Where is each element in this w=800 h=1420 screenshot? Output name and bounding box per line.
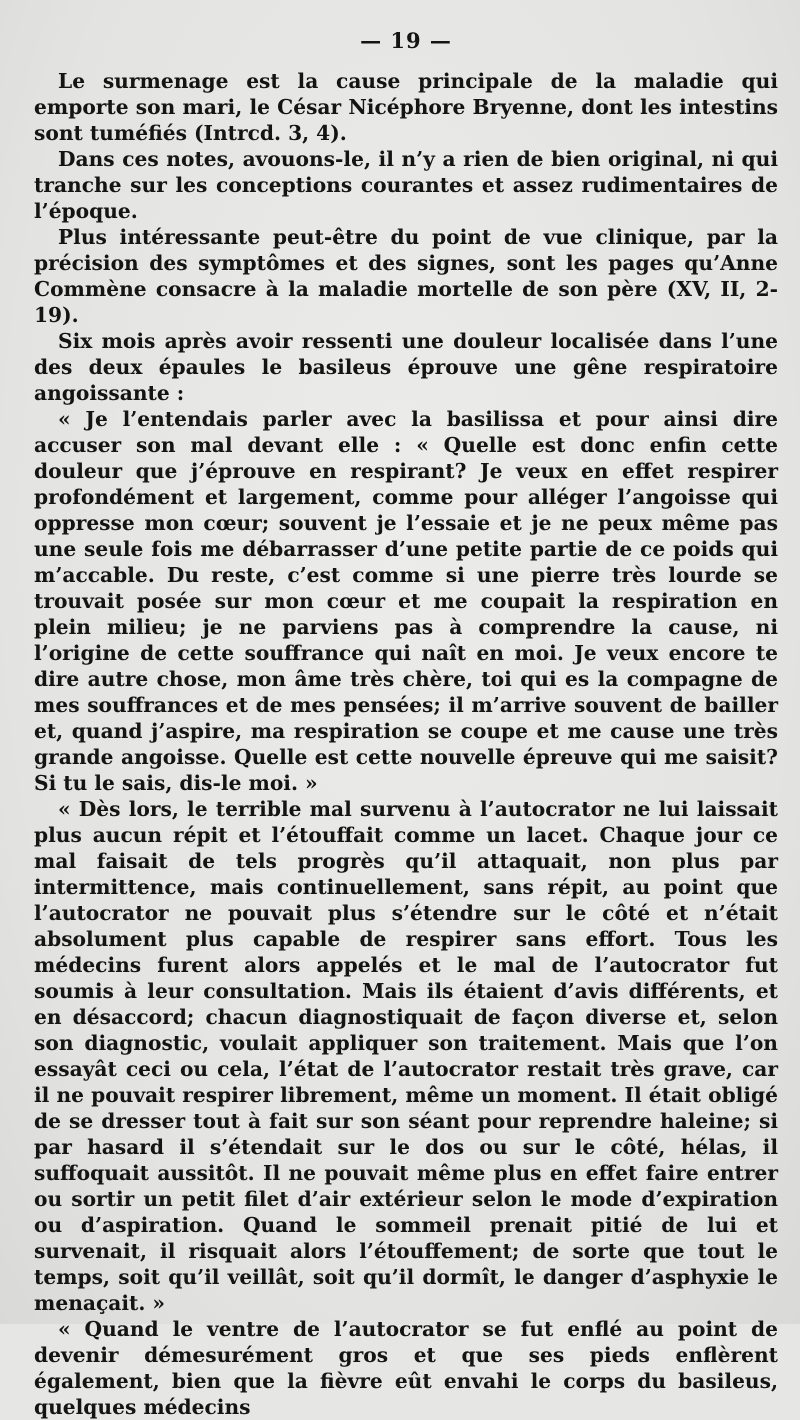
quote-paragraph: « Quand le ventre de l’autocrator se fut enflé au point de devenir démesurément gros et que ses pieds enflèrent également, bien que la fièvre eût envahi le corps du basileus, quelques médecins [34,1317,778,1419]
paragraph: Plus intéressante peut-être du point de vue clinique, par la précision des symptômes et des signes, sont les pages qu’Anne Commène consacre à la maladie mortelle de son père (XV, II, 2-19). [34,225,778,327]
quote-paragraph: « Je l’entendais parler avec la basilissa et pour ainsi dire accuser son mal devant elle : « Quelle est donc enfin cette douleur que j’éprouve en respirant? Je veux en effet respirer profondément et largement, comme pour alléger l’angoisse qui oppresse mon cœur; souvent je l’essaie et je ne peux même pas une seule fois me débarrasser d’une petite partie de ce poids qui m’accable. Du reste, c’est comme si une pierre très lourde se trouvait posée sur mon cœur et me coupait la respiration en plein milieu; je ne parviens pas à comprendre la cause, ni l’origine de cette souffrance qui naît en moi. Je veux encore te dire autre chose, mon âme très chère, toi qui es la compagne de mes souffrances et de mes pensées; il m’arrive souvent de bailler et, quand j’aspire, ma respiration se coupe et me cause une très grande angoisse. Quelle est cette nouvelle épreuve qui me saisit? Si tu le sais, dis-le moi. » [34,407,778,795]
paragraph: Dans ces notes, avouons-le, il n’y a rien de bien original, ni qui tranche sur les conceptions courantes et assez rudimentaires de l’époque. [34,147,778,223]
paragraph: Six mois après avoir ressenti une douleur localisée dans l’une des deux épaules le basileus éprouve une gêne respiratoire angoissante : [34,329,778,405]
quote-paragraph: « Dès lors, le terrible mal survenu à l’autocrator ne lui laissait plus aucun répit et l’étouffait comme un lacet. Chaque jour ce mal faisait de tels progrès qu’il attaquait, non plus par intermittence, mais continuellement, sans répit, au point que l’autocrator ne pouvait plus s’étendre sur le côté et n’était absolument plus capable de respirer sans effort. Tous les médecins furent alors appelés et le mal de l’autocrator fut soumis à leur consultation. Mais ils étaient d’avis différents, et en désaccord; chacun diagnostiquait de façon diverse et, selon son diagnostic, voulait appliquer son traitement. Mais que l’on essayât ceci ou cela, l’état de l’autocrator restait très grave, car il ne pouvait respirer librement, même un moment. Il était obligé de se dresser tout à fait sur son séant pour reprendre haleine; si par hasard il s’étendait sur le dos ou sur le côté, hélas, il suffoquait aussitôt. Il ne pouvait même plus en effet faire entrer ou sortir un petit filet d’air extérieur selon le mode d’expiration ou d’aspiration. Quand le sommeil prenait pitié de lui et survenait, il risquait alors l’étouffement; de sorte que tout le temps, soit qu’il veillât, soit qu’il dormît, le danger d’asphyxie le menaçait. » [34,797,778,1315]
body-text [34,68,778,1420]
paragraph: Le surmenage est la cause principale de la maladie qui emporte son mari, le César Nicéphore Bryenne, dont les intestins sont tuméfiés (Intrcd. 3, 4). [34,69,778,145]
page-number: — 19 — [360,28,452,53]
